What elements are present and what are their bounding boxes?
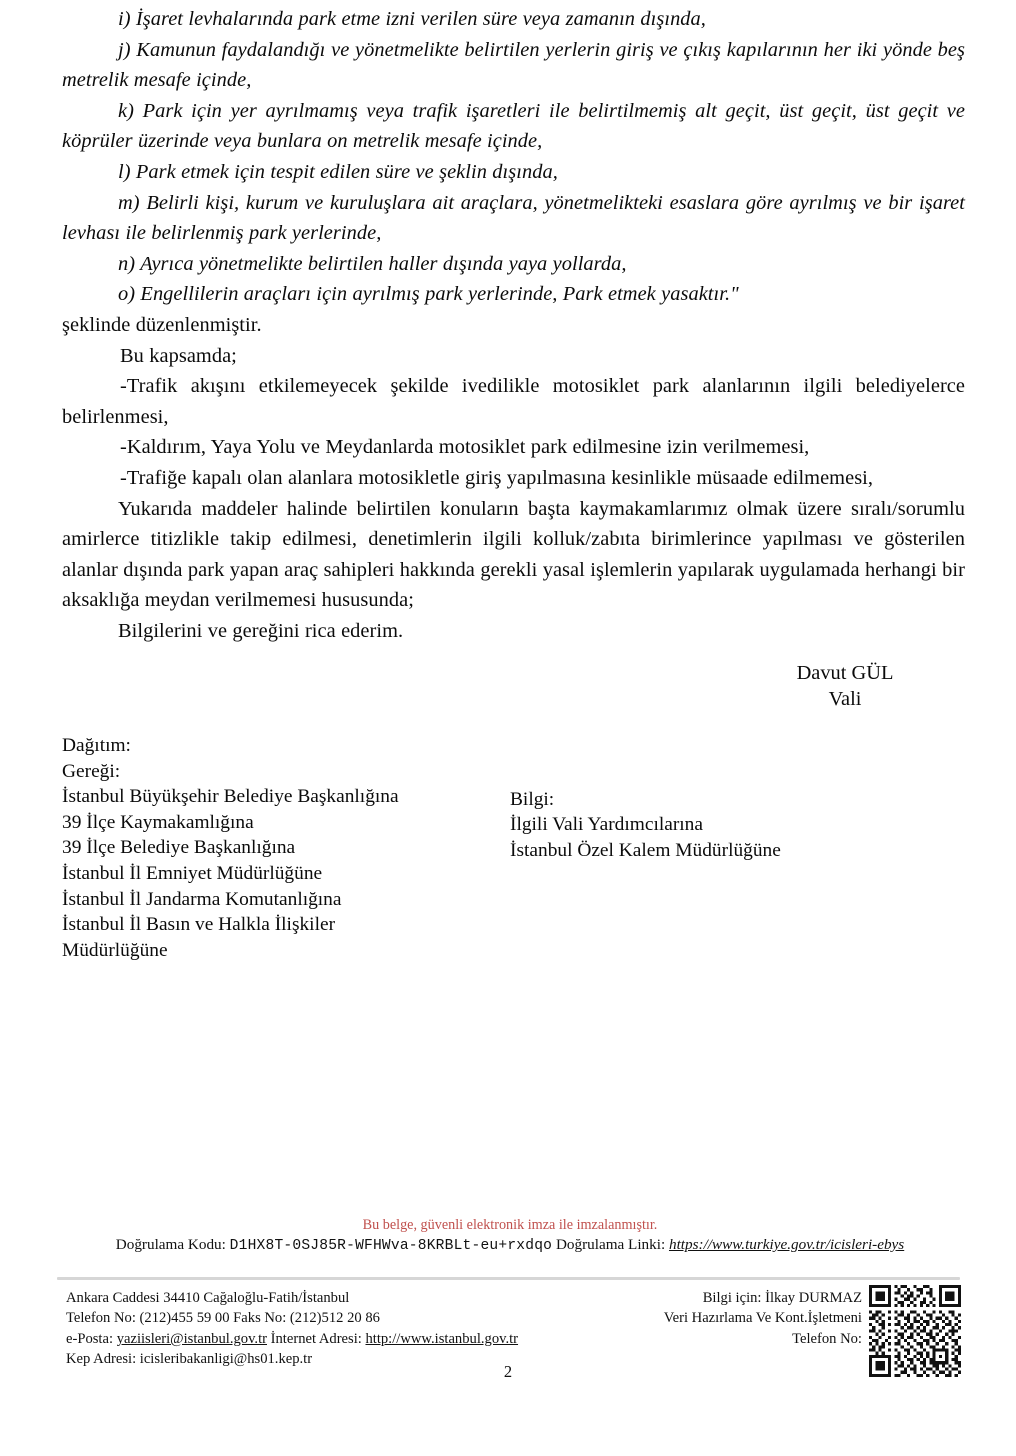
clause-o-text: o) Engellilerin araçları için ayrılmış park yerlerinde, Park etmek yasaktır." xyxy=(118,283,739,306)
footer-contact-left xyxy=(66,1288,566,1370)
scope-intro: Bu kapsamda; xyxy=(120,344,237,367)
esignature-verification-row xyxy=(50,1234,970,1257)
signature-block xyxy=(720,660,970,712)
footer-phone: Telefon No: (212)455 59 00 Faks No: (212)512 20 86 xyxy=(66,1310,380,1327)
list-item: 39 İlçe Belediye Başkanlığına xyxy=(62,837,296,859)
verification-code-label: Doğrulama Kodu: xyxy=(115,1236,226,1253)
footer-email-label: e-Posta: xyxy=(66,1330,114,1347)
page-number: 2 xyxy=(503,1362,513,1381)
signatory-name: Davut GÜL xyxy=(796,662,894,684)
measure-2: -Kaldırım, Yaya Yolu ve Meydanlarda motosiklet park edilmesine izin verilmemesi, xyxy=(120,436,810,459)
list-item: İstanbul Özel Kalem Müdürlüğüne xyxy=(510,839,781,861)
footer-contact-right xyxy=(600,1288,862,1349)
measure-3: -Trafiğe kapalı olan alanlara motosikletle giriş yapılmasına kesinlikle müsaade edilmemesi, xyxy=(120,466,874,489)
footer-divider xyxy=(57,1277,960,1280)
list-item: İlgili Vali Yardımcılarına xyxy=(510,814,703,836)
distribution-info-column xyxy=(510,787,950,864)
list-item: İstanbul Büyükşehir Belediye Başkanlığına xyxy=(62,786,399,808)
distribution-heading: Dağıtım: xyxy=(62,735,131,756)
footer-contact-phone: Telefon No: xyxy=(792,1330,862,1347)
clause-n: n) Ayrıca yönetmelikte belirtilen haller dışında yaya yollarda, xyxy=(118,252,627,275)
esignature-notice: Bu belge, güvenli elektronik imza ile imzalanmıştır. xyxy=(362,1217,658,1233)
footer-kep: Kep Adresi: icisleribakanligi@hs01.kep.tr xyxy=(66,1351,313,1368)
request-line: Bilgilerini ve gereğini rica ederim. xyxy=(118,619,404,642)
verification-link-label: Doğrulama Linki: xyxy=(555,1236,666,1253)
measure-1: -Trafik akışını etkilemeyecek şekilde ivedilikle motosiklet park alanlarının ilgili belediyelerce belirlenmesi, xyxy=(62,375,965,428)
footer-email-value[interactable]: yaziisleri@istanbul.gov.tr xyxy=(116,1330,267,1347)
list-item: 39 İlçe Kaymakamlığına xyxy=(62,811,254,833)
clause-o xyxy=(62,279,965,310)
footer-email-row xyxy=(66,1329,566,1349)
verification-link-url[interactable]: https://www.turkiye.gov.tr/icisleri-ebys xyxy=(668,1236,905,1253)
list-item: İstanbul İl Emniyet Müdürlüğüne xyxy=(62,862,323,884)
clause-j: j) Kamunun faydalandığı ve yönetmelikte belirtilen yerlerin giriş ve çıkış kapılarının her iki yönde beş metrelik mesafe içinde, xyxy=(62,38,965,92)
footer-contact-role: Veri Hazırlama Ve Kont.İşletmeni xyxy=(663,1310,862,1327)
list-item: İstanbul İl Basın ve Halkla İlişkiler xyxy=(62,914,336,936)
esignature-block xyxy=(50,1216,970,1257)
verification-code-value: D1HX8T-0SJ85R-WFHWva-8KRBLt-eu+rxdqo xyxy=(229,1238,553,1254)
list-item: İstanbul İl Jandarma Komutanlığına xyxy=(62,888,342,910)
footer-contact-person: Bilgi için: İlkay DURMAZ xyxy=(702,1290,862,1306)
clause-i: i) İşaret levhalarında park etme izni verilen süre veya zamanın dışında, xyxy=(118,8,706,30)
signatory-title: Vali xyxy=(828,688,862,710)
clause-k: k) Park için yer ayrılmamış veya trafik işaretleri ile belirtilmemiş alt geçit, üst geçit, üst geçit ve köprüler üzerinde veya bunlara on metrelik mesafe içinde, xyxy=(62,99,965,153)
distribution-block xyxy=(62,733,967,961)
footer-web-label: İnternet Adresi: xyxy=(270,1330,362,1347)
footer-web-value[interactable]: http://www.istanbul.gov.tr xyxy=(365,1330,519,1347)
closing-paragraph: Yukarıda maddeler halinde belirtilen konuların başta kaymakamlarımız olmak üzere sıralı/sorumlu amirlerce titizlikle takip edilmesi, denetimlerin ilgili kolluk/zabıta birimlerince yapılması ve gösterilen alanlar dışında park yapan araç sahipleri hakkında gerekli yasal işlemlerin yapılarak uygulamada herhangi bir aksaklığa meydan verilmemesi hususunda; xyxy=(62,497,965,612)
distribution-info-heading: Bilgi: xyxy=(510,788,555,810)
clause-l: l) Park etmek için tespit edilen süre ve şeklin dışında, xyxy=(118,160,558,183)
clause-m: m) Belirli kişi, kurum ve kuruluşlara ait araçlara, yönetmelikteki esaslara göre ayrılmış ve bir işaret levhası ile belirlenmiş park yerlerinde, xyxy=(62,191,965,245)
list-item: Müdürlüğüne xyxy=(62,939,168,961)
distribution-required-column xyxy=(62,759,502,964)
distribution-required-heading: Gereği: xyxy=(62,760,121,782)
document-body xyxy=(62,4,965,646)
footer-address: Ankara Caddesi 34410 Cağaloğlu-Fatih/İstanbul xyxy=(66,1290,350,1306)
clause-tail: şeklinde düzenlenmiştir. xyxy=(62,313,262,336)
